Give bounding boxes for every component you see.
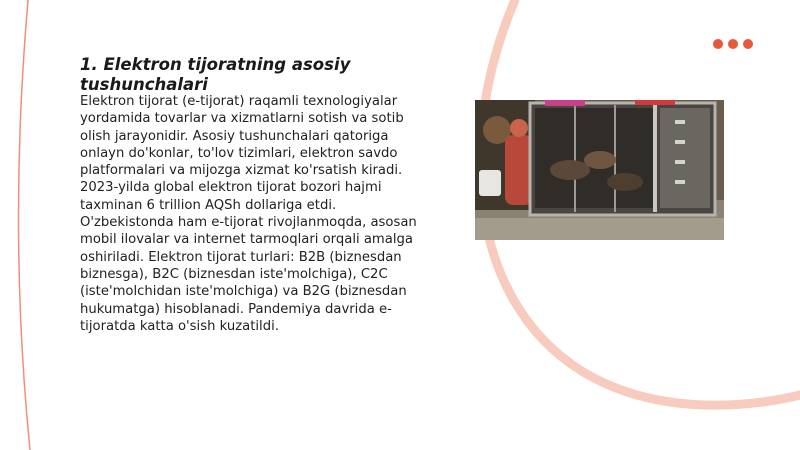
three-dots-icon [713,39,753,49]
slide-title: 1. Elektron tijoratning asosiy tushunchalari [80,55,351,94]
decorative-arc-left [18,0,30,450]
photo-illustration [475,100,724,240]
slide-body-text: Elektron tijorat (e-tijorat) raqamli texnologiyalar yordamida tovarlar va xizmatlarni sotish va sotib olish jarayonidir. Asosiy tushunchalari qatoriga onlayn do'konlar, to'lov tizimlari, elektron savdo platformalari va mijozga xizmat ko'rsatish kiradi. 2023-yilda global elektron tijorat bozori hajmi taxminan 6 trillion AQSh dollariga etdi. O'zbekistonda ham e-tijorat rivojlanmoqda, asosan mobil ilovalar va internet tarmoqlari orqali amalga oshiriladi. Elektron tijorat turlari: B2B (biznesdan biznesga), B2C (biznesdan iste'molchiga), C2C (iste'molchidan iste'molchiga) va B2G (biznesdan hukumatga) hisoblanadi. Pandemiya davrida e-tijoratda katta o'sish kuzatildi. [80,94,417,334]
dot [743,39,753,49]
photo [475,100,724,240]
dot [728,39,738,49]
dot [713,39,723,49]
